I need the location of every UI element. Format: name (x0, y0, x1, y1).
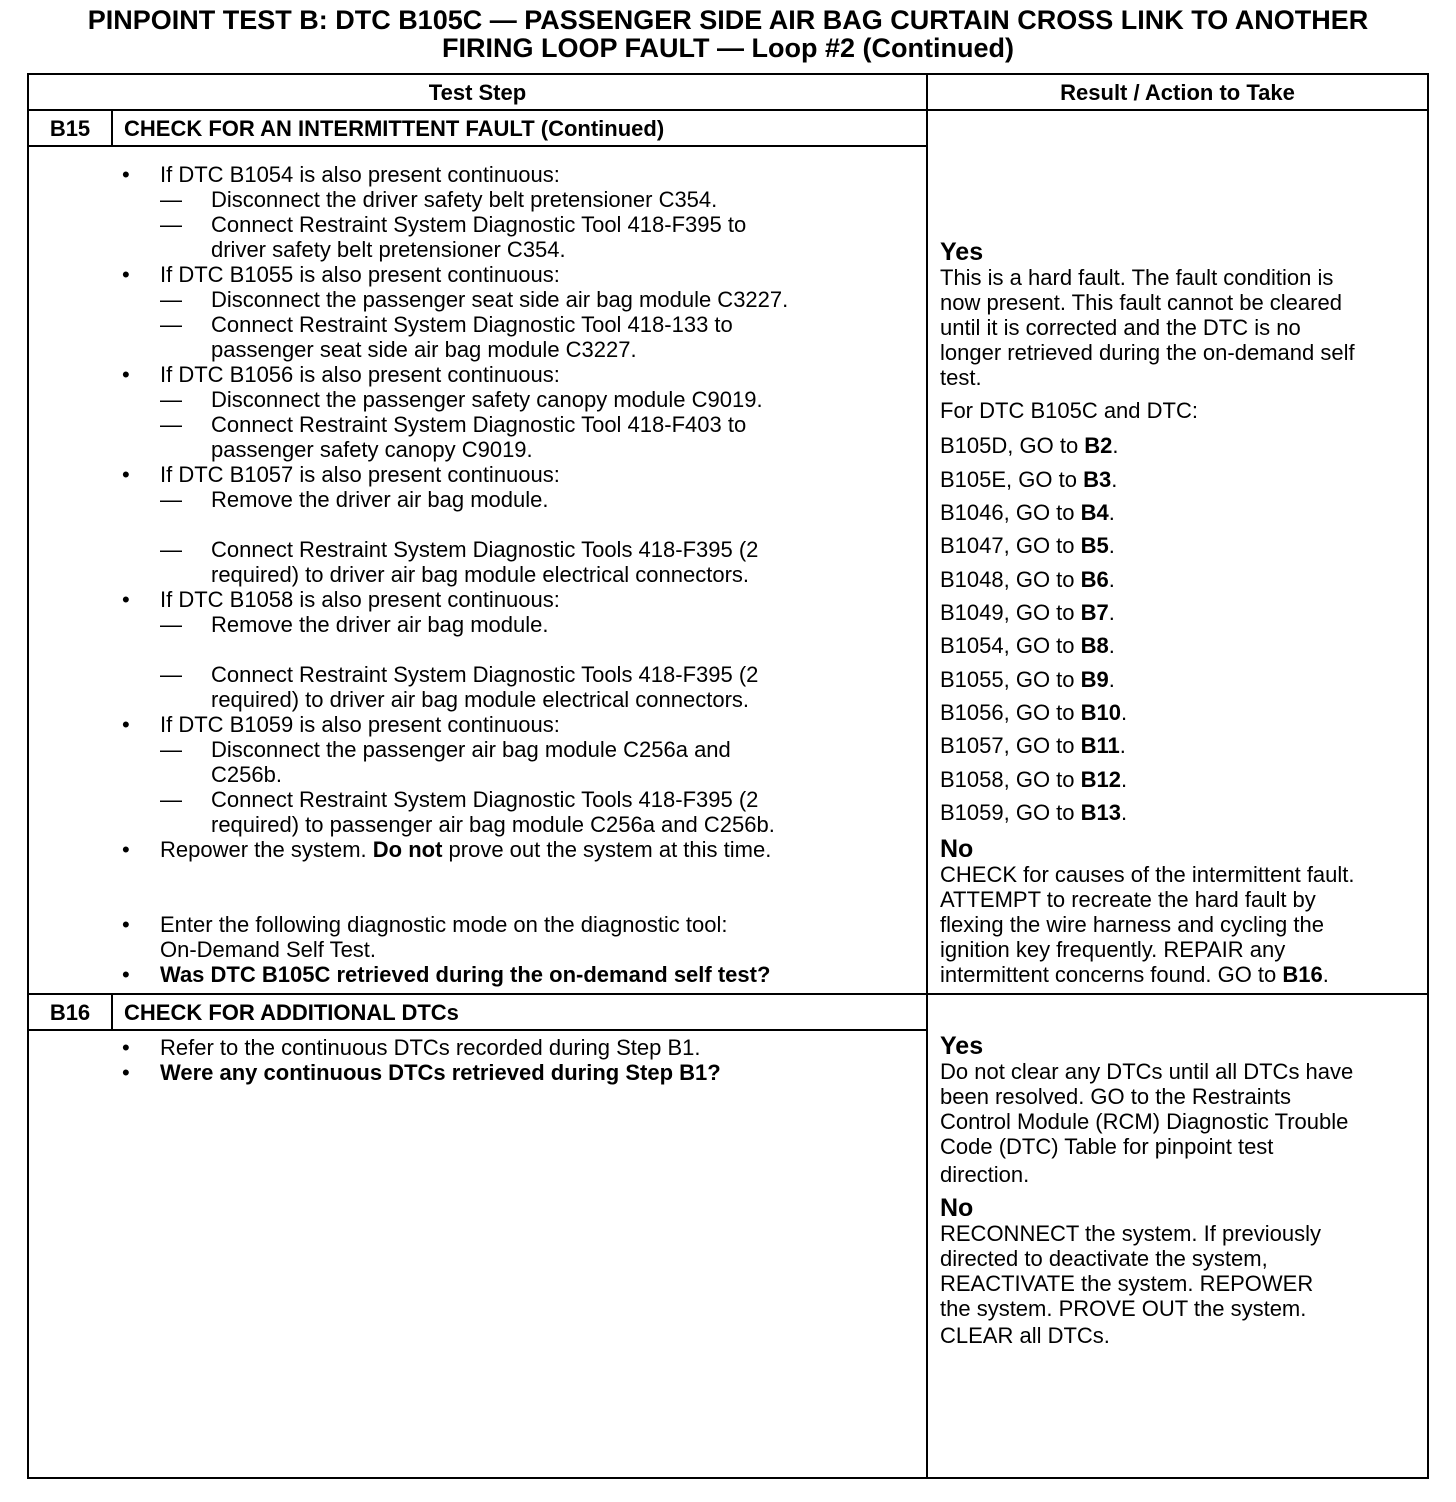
dtc-code: B1048, GO to (940, 567, 1081, 592)
b15-item: If DTC B1058 is also present continuous: (160, 587, 560, 612)
step-id-b15: B15 (49, 116, 91, 141)
goto-step: B3 (1083, 467, 1112, 492)
prove-out-text: prove out the system at this time. (442, 837, 772, 862)
dtc-code: B1056, GO to (940, 700, 1081, 725)
b15-item: Enter the following diagnostic mode on the diagnostic tool: (160, 912, 728, 937)
goto-step: B13 (1080, 800, 1121, 825)
goto-line (940, 733, 1126, 758)
b15-yes-line: now present. This fault cannot be cleared (940, 290, 1342, 315)
b16-yes-line: direction. (940, 1162, 1030, 1187)
b15-no-line: ignition key frequently. REPAIR any (940, 937, 1286, 962)
b15-question: Was DTC B105C retrieved during the on-demand self test? (160, 962, 771, 987)
goto-line (940, 567, 1115, 592)
b15-yes-label: Yes (940, 238, 984, 266)
b15-no-line (940, 962, 1329, 987)
header-result: Result / Action to Take (1060, 80, 1295, 105)
bullet-icon: • (122, 1035, 130, 1060)
do-not-text: Do not (372, 837, 443, 862)
no-last-text: intermittent concerns found. GO to (940, 962, 1283, 987)
b16-yes-line: Do not clear any DTCs until all DTCs have (940, 1059, 1354, 1084)
goto-line (940, 633, 1115, 658)
b16-no-line: the system. PROVE OUT the system. (940, 1296, 1307, 1321)
goto-line (940, 800, 1127, 825)
b15-item: Connect Restraint System Diagnostic Tool 418-F403 to (211, 412, 747, 437)
bullet-icon: • (122, 912, 130, 937)
b15-item: passenger safety canopy C9019. (211, 437, 533, 462)
repower-text: Repower the system. (160, 837, 373, 862)
b15-no-line: ATTEMPT to recreate the hard fault by (940, 887, 1316, 912)
b16-no-line: CLEAR all DTCs. (940, 1323, 1110, 1348)
goto-line (940, 467, 1117, 492)
b15-item: Connect Restraint System Diagnostic Tools 418-F395 (2 (211, 537, 759, 562)
b15-item: Disconnect the passenger seat side air bag module C3227. (211, 287, 789, 312)
b16-no-label: No (940, 1194, 974, 1222)
dash-icon: — (160, 662, 182, 687)
goto-step: B8 (1080, 633, 1109, 658)
b15-item: Disconnect the passenger safety canopy module C9019. (211, 387, 763, 412)
goto-end: . (1119, 733, 1126, 758)
b16-no-line: directed to deactivate the system, (940, 1246, 1268, 1271)
b15-item: C256b. (211, 762, 282, 787)
goto-line (940, 700, 1127, 725)
b15-item: Disconnect the passenger air bag module C256a and (211, 737, 731, 762)
goto-step: B10 (1080, 700, 1121, 725)
dtc-code: B1059, GO to (940, 800, 1081, 825)
title-line-2: FIRING LOOP FAULT — Loop #2 (Continued) (442, 33, 1014, 63)
page-title (0, 6, 1456, 62)
goto-end: . (1108, 633, 1115, 658)
goto-end: . (1108, 600, 1115, 625)
b15-item: If DTC B1057 is also present continuous: (160, 462, 560, 487)
goto-step: B5 (1080, 533, 1109, 558)
dtc-code: B105E, GO to (940, 467, 1084, 492)
b15-item: Connect Restraint System Diagnostic Tools 418-F395 (2 (211, 787, 759, 812)
b16-item: Refer to the continuous DTCs recorded during Step B1. (160, 1035, 701, 1060)
goto-line (940, 500, 1115, 525)
bullet-icon: • (122, 962, 130, 987)
dash-icon: — (160, 212, 182, 237)
dtc-code: B1047, GO to (940, 533, 1081, 558)
goto-step: B12 (1080, 767, 1121, 792)
dash-icon: — (160, 387, 182, 412)
goto-step: B7 (1080, 600, 1109, 625)
b15-yes-line: longer retrieved during the on-demand self (940, 340, 1355, 365)
b16-no-line: REACTIVATE the system. REPOWER (940, 1271, 1314, 1296)
b15-item: If DTC B1055 is also present continuous: (160, 262, 560, 287)
goto-end: . (1111, 467, 1118, 492)
goto-end: . (1121, 700, 1128, 725)
bullet-icon: • (122, 1060, 130, 1085)
b15-item: Disconnect the driver safety belt pretensioner C354. (211, 187, 718, 212)
dtc-code: B1054, GO to (940, 633, 1081, 658)
goto-end: . (1108, 567, 1115, 592)
dash-icon: — (160, 412, 182, 437)
b15-yes-line: test. (940, 365, 982, 390)
bullet-icon: • (122, 362, 130, 387)
b15-item: If DTC B1054 is also present continuous: (160, 162, 560, 187)
b15-yes-line: This is a hard fault. The fault condition is (940, 265, 1334, 290)
dtc-code: B1058, GO to (940, 767, 1081, 792)
bullet-icon: • (122, 262, 130, 287)
b15-item-repower (160, 837, 771, 862)
bullet-icon: • (122, 462, 130, 487)
b15-item: Connect Restraint System Diagnostic Tool 418-133 to (211, 312, 733, 337)
b15-item: driver safety belt pretensioner C354. (211, 237, 566, 262)
b16-no-line: RECONNECT the system. If previously (940, 1221, 1322, 1246)
dtc-code: B1057, GO to (940, 733, 1081, 758)
goto-step: B4 (1080, 500, 1109, 525)
b16-yes-line: been resolved. GO to the Restraints (940, 1084, 1291, 1109)
goto-end: . (1121, 767, 1128, 792)
b15-item: required) to driver air bag module electrical connectors. (211, 687, 750, 712)
goto-step: B6 (1080, 567, 1109, 592)
dtc-code: B1055, GO to (940, 667, 1081, 692)
b16-yes-label: Yes (940, 1032, 984, 1060)
dash-icon: — (160, 487, 182, 512)
b16-id-divider (111, 993, 113, 1031)
dash-icon: — (160, 312, 182, 337)
title-line-1: PINPOINT TEST B: DTC B105C — PASSENGER SIDE AIR BAG CURTAIN CROSS LINK TO ANOTHER (87, 5, 1369, 35)
goto-line (940, 600, 1115, 625)
bullet-icon: • (122, 837, 130, 862)
bullet-icon: • (122, 162, 130, 187)
goto-line (940, 433, 1119, 458)
b16-yes-line: Code (DTC) Table for pinpoint test (940, 1134, 1274, 1159)
goto-line (940, 667, 1115, 692)
dash-icon: — (160, 612, 182, 637)
b15-item: If DTC B1059 is also present continuous: (160, 712, 560, 737)
step-title-b15: CHECK FOR AN INTERMITTENT FAULT (Continued) (124, 116, 665, 141)
goto-line (940, 767, 1127, 792)
step-title-b16: CHECK FOR ADDITIONAL DTCs (124, 1000, 459, 1025)
b15-id-divider (111, 109, 113, 147)
dtc-code: B105D, GO to (940, 433, 1085, 458)
dash-icon: — (160, 787, 182, 812)
no-last-step: B16 (1282, 962, 1323, 987)
b15-no-line: CHECK for causes of the intermittent fault. (940, 862, 1355, 887)
dash-icon: — (160, 287, 182, 312)
b15-item: If DTC B1056 is also present continuous: (160, 362, 560, 387)
goto-step: B2 (1084, 433, 1113, 458)
b15-item: required) to passenger air bag module C256a and C256b. (211, 812, 775, 837)
goto-step: B11 (1080, 733, 1120, 758)
step-id-b16: B16 (49, 1000, 91, 1025)
goto-end: . (1112, 433, 1119, 458)
goto-end: . (1108, 500, 1115, 525)
b16-question: Were any continuous DTCs retrieved during Step B1? (160, 1060, 721, 1085)
goto-end: . (1108, 533, 1115, 558)
no-last-end: . (1322, 962, 1329, 987)
goto-step: B9 (1080, 667, 1109, 692)
goto-end: . (1108, 667, 1115, 692)
b15-item: On-Demand Self Test. (160, 937, 377, 962)
b16-yes-line: Control Module (RCM) Diagnostic Trouble (940, 1109, 1349, 1134)
b15-item: required) to driver air bag module electrical connectors. (211, 562, 750, 587)
dtc-code: B1049, GO to (940, 600, 1081, 625)
b15-item: Remove the driver air bag module. (211, 487, 549, 512)
b15-item: Connect Restraint System Diagnostic Tools 418-F395 (2 (211, 662, 759, 687)
dtc-code: B1046, GO to (940, 500, 1081, 525)
dash-icon: — (160, 537, 182, 562)
b15-no-label: No (940, 835, 974, 863)
b15-item: passenger seat side air bag module C3227. (211, 337, 637, 362)
b15-no-line: flexing the wire harness and cycling the (940, 912, 1324, 937)
column-divider (926, 73, 928, 1479)
goto-end: . (1121, 800, 1128, 825)
bullet-icon: • (122, 712, 130, 737)
b15-yes-line: until it is corrected and the DTC is no (940, 315, 1301, 340)
dash-icon: — (160, 187, 182, 212)
dash-icon: — (160, 737, 182, 762)
header-test-step: Test Step (428, 80, 527, 105)
b15-item: Connect Restraint System Diagnostic Tool 418-F395 to (211, 212, 747, 237)
for-dtc-line: For DTC B105C and DTC: (940, 398, 1198, 423)
b15-item: Remove the driver air bag module. (211, 612, 549, 637)
bullet-icon: • (122, 587, 130, 612)
goto-line (940, 533, 1115, 558)
